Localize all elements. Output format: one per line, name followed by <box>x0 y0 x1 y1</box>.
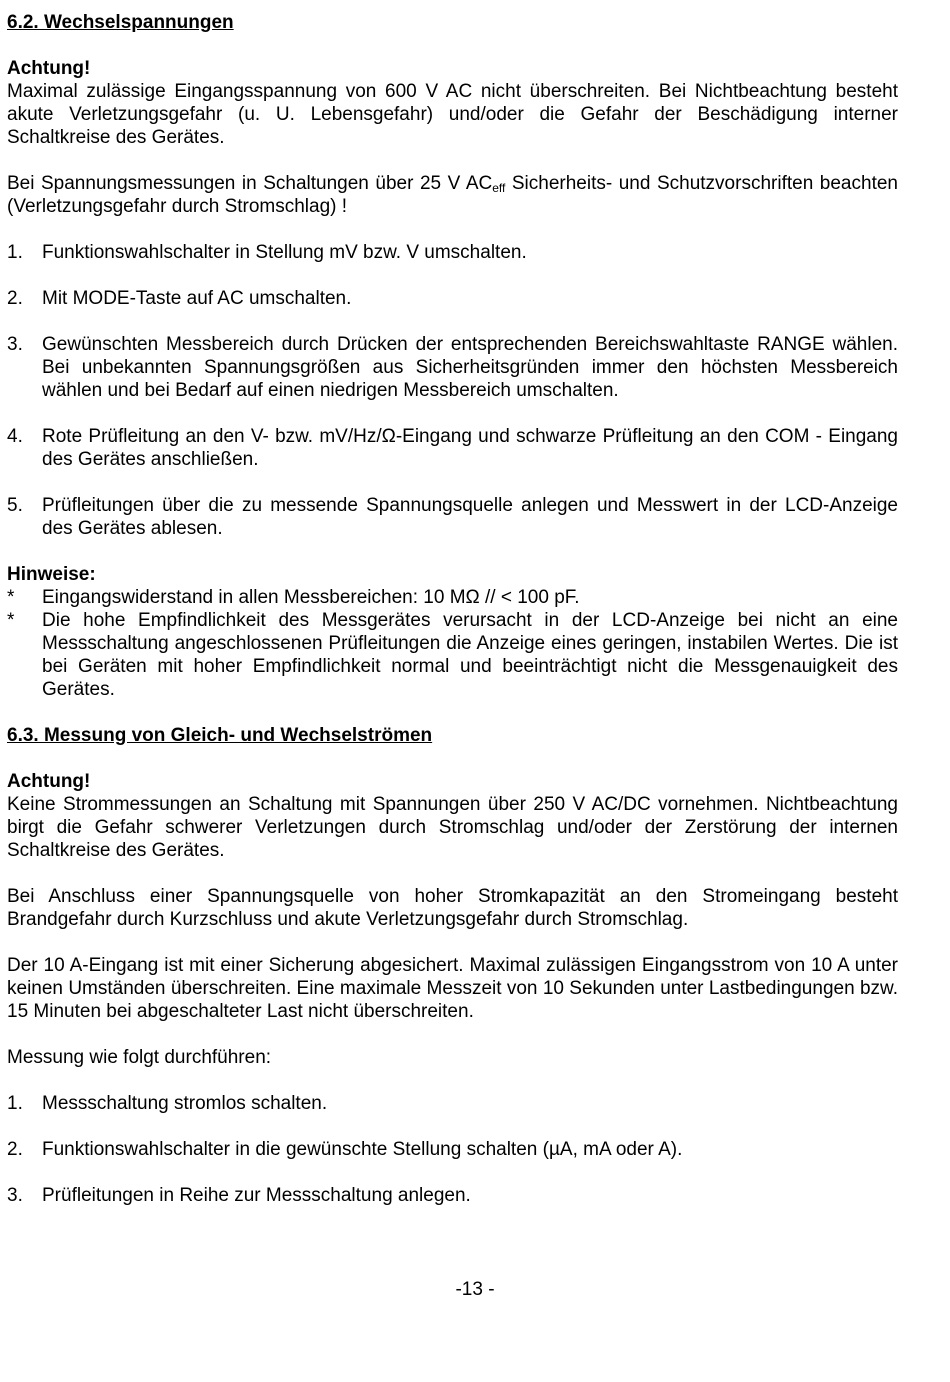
list-item <box>7 287 898 310</box>
notes-label: Hinweise: <box>7 564 96 585</box>
list-text: Rote Prüfleitung an den V- bzw. mV/Hz/Ω-Eingang und schwarze Prüfleitung an den COM - Eingang des Gerätes anschließen. <box>42 426 898 470</box>
warning-label: Achtung! <box>7 58 91 79</box>
list-text: Prüfleitungen über die zu messende Spannungsquelle anlegen und Messwert in der LCD-Anzeige des Gerätes ablesen. <box>42 495 898 539</box>
document-page <box>7 11 898 1207</box>
list-number: 2. <box>7 1139 23 1160</box>
list-text: Messschaltung stromlos schalten. <box>42 1093 328 1114</box>
list-number: 4. <box>7 426 23 447</box>
list-item <box>7 1092 898 1115</box>
list-item <box>7 333 898 402</box>
section-heading: 6.3. Messung von Gleich- und Wechselströmen <box>7 725 433 746</box>
list-text: Funktionswahlschalter in die gewünschte Stellung schalten (µA, mA oder A). <box>42 1139 683 1160</box>
page-number: -13 - <box>455 1279 495 1300</box>
warning-text: Keine Strommessungen an Schaltung mit Spannungen über 250 V AC/DC vornehmen. Nichtbeachtung birgt die Gefahr schwerer Verletzungen durch Stromschlag und/oder der Zerstörung der internen Schaltkreise des Gerätes. <box>7 794 898 861</box>
list-number: 1. <box>7 242 23 263</box>
list-item <box>7 1138 898 1161</box>
list-item <box>7 425 898 471</box>
list-number: 3. <box>7 1185 23 1206</box>
safety-text-post: Sicherheits- und Schutzvorschriften beachten (Verletzungsgefahr durch Stromschlag) ! <box>7 173 898 217</box>
safety-subscript: eff <box>492 181 506 195</box>
list-item <box>7 1184 898 1207</box>
note-item <box>7 586 898 609</box>
list-item <box>7 494 898 540</box>
list-number: 3. <box>7 334 23 355</box>
section-heading: 6.2. Wechselspannungen <box>7 12 234 33</box>
bullet-mark: * <box>7 610 15 631</box>
warning-text: Maximal zulässige Eingangsspannung von 600 V AC nicht überschreiten. Bei Nichtbeachtung besteht akute Verletzungsgefahr (u. U. Lebensgefahr) und/oder die Gefahr der Beschädigung interner Schaltkreise des Gerätes. <box>7 81 898 148</box>
list-item <box>7 241 898 264</box>
list-text: Funktionswahlschalter in Stellung mV bzw. V umschalten. <box>42 242 527 263</box>
list-number: 2. <box>7 288 23 309</box>
list-number: 5. <box>7 495 23 516</box>
list-text: Gewünschten Messbereich durch Drücken der entsprechenden Bereichswahltaste RANGE wählen. Bei unbekannten Spannungsgrößen aus Sicherheitsgründen immer den höchsten Messbereich wählen und bei Bedarf auf einen niedrigen Messbereich umschalten. <box>42 334 898 401</box>
note-text: Eingangswiderstand in allen Messbereichen: 10 MΩ // < 100 pF. <box>42 587 580 608</box>
note-item <box>7 609 898 701</box>
list-number: 1. <box>7 1093 23 1114</box>
list-text: Mit MODE-Taste auf AC umschalten. <box>42 288 352 309</box>
bullet-mark: * <box>7 587 15 608</box>
list-text: Prüfleitungen in Reihe zur Messschaltung anlegen. <box>42 1185 471 1206</box>
paragraph: Messung wie folgt durchführen: <box>7 1047 272 1068</box>
safety-paragraph <box>7 172 898 218</box>
safety-text-pre: Bei Spannungsmessungen in Schaltungen über 25 V AC <box>7 173 493 194</box>
note-text: Die hohe Empfindlichkeit des Messgerätes verursacht in der LCD-Anzeige bei nicht an eine Messschaltung angeschlossenen Prüfleitungen die Anzeige eines geringen, instabilen Wertes. Die ist bei Geräten mit hoher Empfindlichkeit normal und beeinträchtigt nicht die Messgenauigkeit des Gerätes. <box>42 610 898 700</box>
paragraph: Der 10 A-Eingang ist mit einer Sicherung abgesichert. Maximal zulässigen Eingangsstrom von 10 A unter keinen Umständen überschreiten. Eine maximale Messzeit von 10 Sekunden unter Lastbedingungen bzw. 15 Minuten bei abgeschalteter Last nicht überschreiten. <box>7 955 898 1022</box>
warning-label: Achtung! <box>7 771 91 792</box>
paragraph: Bei Anschluss einer Spannungsquelle von hoher Stromkapazität an den Stromeingang besteht Brandgefahr durch Kurzschluss und akute Verletzungsgefahr durch Stromschlag. <box>7 886 898 930</box>
